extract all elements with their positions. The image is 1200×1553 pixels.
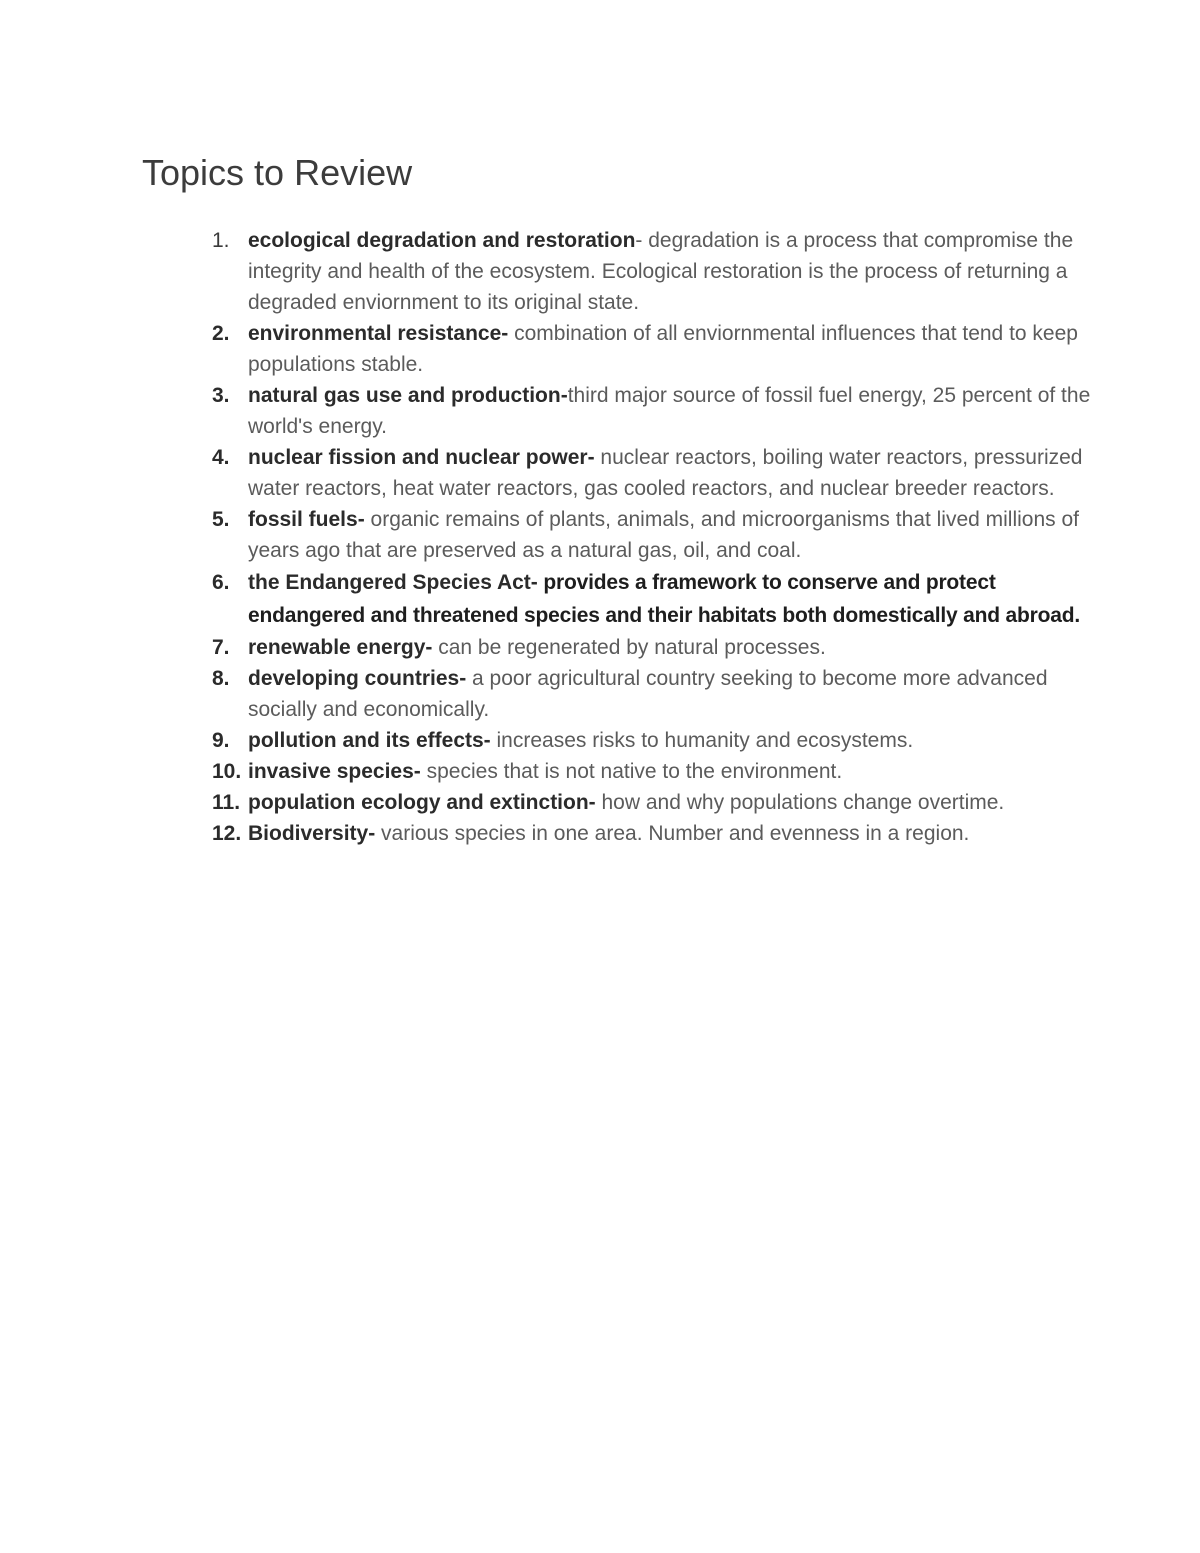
list-item-pollution bbox=[212, 725, 1092, 756]
list-item-number: 12. bbox=[212, 822, 242, 845]
list-item-natural-gas bbox=[212, 380, 1092, 442]
topic-term: ecological degradation and restoration bbox=[248, 229, 636, 252]
list-item-biodiversity bbox=[212, 818, 1092, 849]
topic-term: environmental resistance- bbox=[248, 322, 509, 345]
list-item-number: 6. bbox=[212, 571, 230, 594]
topic-description: provides a framework to conserve and protect endangered and threatened species and their habitats both domestically and abroad. bbox=[248, 571, 1080, 627]
topic-term: fossil fuels- bbox=[248, 508, 365, 531]
list-item-number: 10. bbox=[212, 760, 242, 783]
topic-term: natural gas use and production- bbox=[248, 384, 568, 407]
list-item-number: 5. bbox=[212, 508, 230, 531]
topic-term: developing countries- bbox=[248, 667, 467, 690]
list-item-number: 4. bbox=[212, 446, 230, 469]
topic-description: can be regenerated by natural processes. bbox=[432, 636, 826, 659]
list-item-developing-countries bbox=[212, 663, 1092, 725]
list-item-number: 1. bbox=[212, 229, 230, 252]
page-title: Topics to Review bbox=[142, 152, 413, 193]
topic-term: Biodiversity- bbox=[248, 822, 376, 845]
topic-description: various species in one area. Number and evenness in a region. bbox=[375, 822, 970, 845]
topics-list bbox=[212, 225, 1092, 849]
list-item-population-ecology bbox=[212, 787, 1092, 818]
list-item-nuclear-fission bbox=[212, 442, 1092, 504]
topic-term: renewable energy- bbox=[248, 636, 433, 659]
topic-description: species that is not native to the environment. bbox=[420, 760, 843, 783]
topic-term: pollution and its effects- bbox=[248, 729, 491, 752]
topic-term: invasive species- bbox=[248, 760, 421, 783]
list-item-number: 3. bbox=[212, 384, 230, 407]
topic-term: population ecology and extinction- bbox=[248, 791, 596, 814]
topic-description: nuclear reactors, boiling water reactors, pressurized water reactors, heat water reactors, gas cooled reactors, and nuclear breeder reactors. bbox=[248, 446, 1083, 500]
list-item-invasive-species bbox=[212, 756, 1092, 787]
list-item-number: 8. bbox=[212, 667, 230, 690]
list-item-endangered-species-act bbox=[212, 566, 1092, 632]
topic-description: how and why populations change overtime. bbox=[595, 791, 1005, 814]
list-item-number: 7. bbox=[212, 636, 230, 659]
topic-description: combination of all enviornmental influences that tend to keep populations stable. bbox=[248, 322, 1078, 376]
topic-term: nuclear fission and nuclear power- bbox=[248, 446, 595, 469]
topic-description: increases risks to humanity and ecosystems. bbox=[490, 729, 914, 752]
list-item-environmental-resistance bbox=[212, 318, 1092, 380]
list-item-fossil-fuels bbox=[212, 504, 1092, 566]
topic-description: a poor agricultural country seeking to become more advanced socially and economically. bbox=[248, 667, 1048, 721]
list-item-number: 9. bbox=[212, 729, 230, 752]
topic-description: - degradation is a process that compromise the integrity and health of the ecosystem. Ecological restoration is the process of returning a degraded enviornment to its original state. bbox=[248, 229, 1074, 314]
list-item-ecological-degradation bbox=[212, 225, 1092, 318]
topic-term: the Endangered Species Act- bbox=[248, 571, 538, 594]
list-item-number: 2. bbox=[212, 322, 230, 345]
topic-description: organic remains of plants, animals, and microorganisms that lived millions of years ago that are preserved as a natural gas, oil, and coal. bbox=[248, 508, 1080, 562]
topic-description: third major source of fossil fuel energy, 25 percent of the world's energy. bbox=[248, 384, 1091, 438]
list-item-renewable-energy bbox=[212, 632, 1092, 663]
list-item-number: 11. bbox=[212, 791, 241, 814]
